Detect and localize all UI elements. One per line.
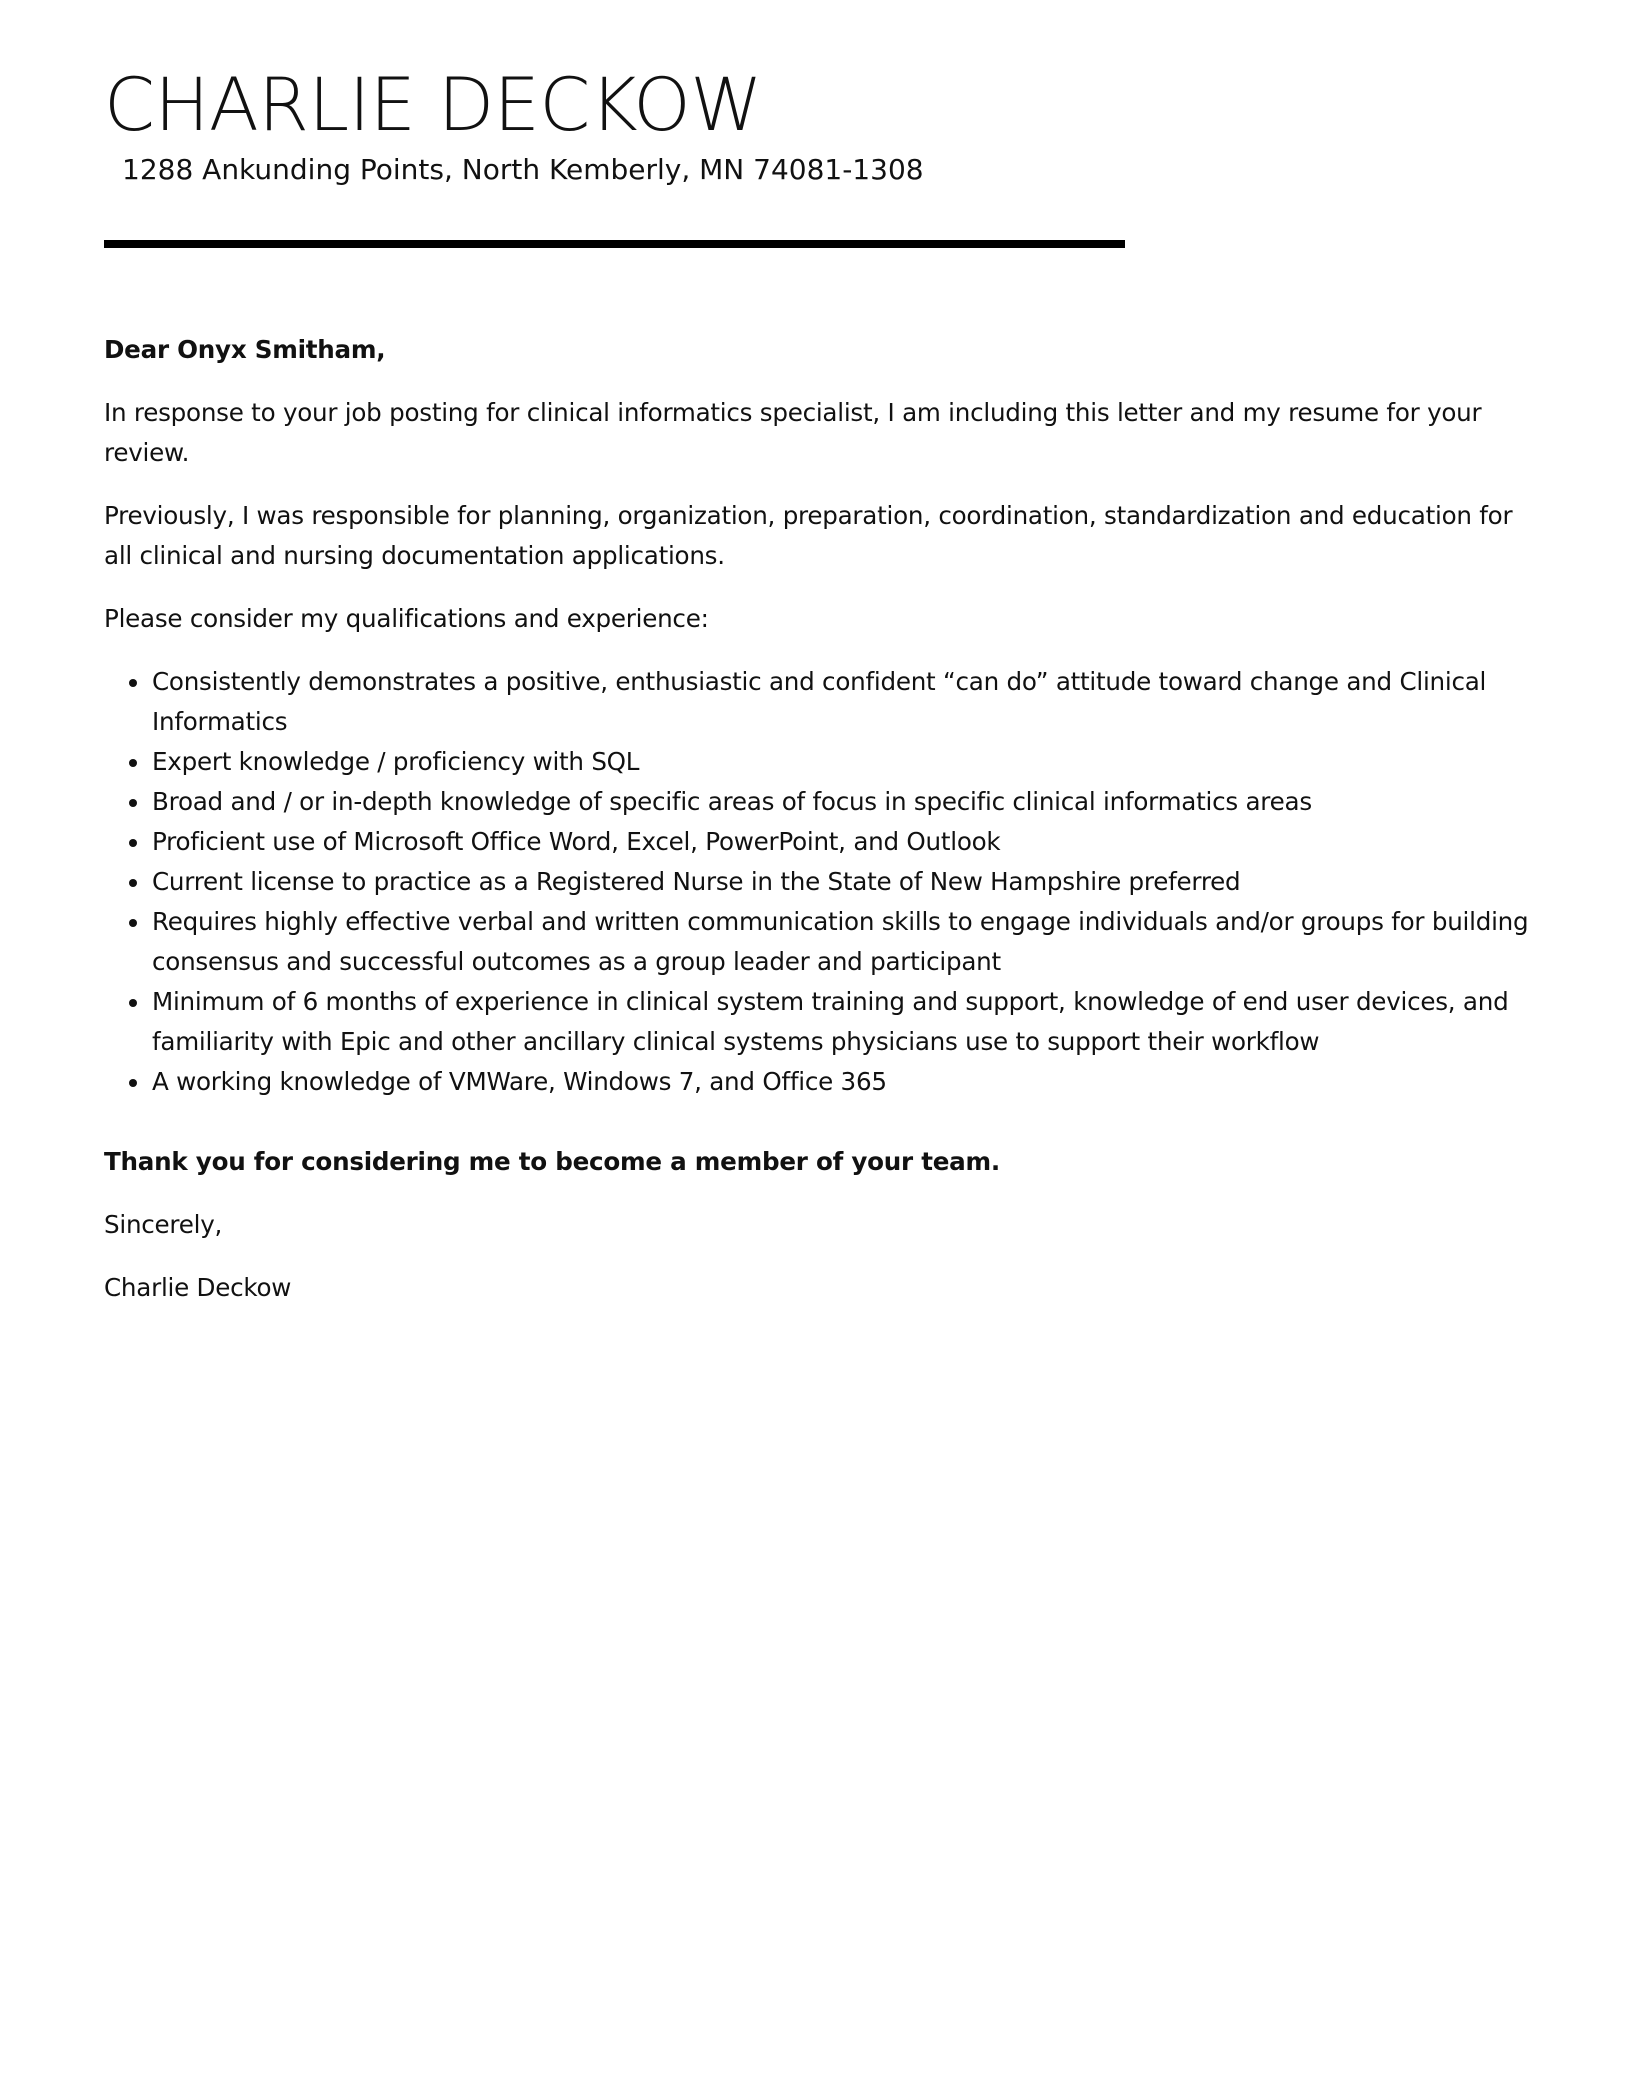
- list-item: Consistently demonstrates a positive, enthusiastic and confident “can do” attitude toward change and Clinical Informatics: [152, 662, 1544, 742]
- signature-name: Charlie Deckow: [104, 1273, 292, 1302]
- list-item: Requires highly effective verbal and written communication skills to engage individuals and/or groups for building consensus and successful outcomes as a group leader and participant: [152, 902, 1544, 982]
- list-item: Broad and / or in-depth knowledge of specific areas of focus in specific clinical informatics areas: [152, 782, 1544, 822]
- salutation: Dear Onyx Smitham,: [104, 335, 386, 364]
- sender-name: CHARLIE DECKOW: [104, 63, 762, 148]
- header-divider: [104, 240, 1125, 248]
- experience-paragraph: Previously, I was responsible for planning, organization, preparation, coordination, standardization and education for all clinical and nursing documentation applications.: [104, 501, 1513, 570]
- closing-line: Thank you for considering me to become a member of your team.: [104, 1147, 1000, 1176]
- qualifications-list: [104, 662, 1544, 1102]
- letter-header: [104, 64, 1124, 188]
- list-item: Minimum of 6 months of experience in clinical system training and support, knowledge of end user devices, and familiarity with Epic and other ancillary clinical systems physicians use to support their workflow: [152, 982, 1544, 1062]
- qualifications-lead-in: Please consider my qualifications and experience:: [104, 604, 709, 633]
- list-item: Expert knowledge / proficiency with SQL: [152, 742, 1544, 782]
- list-item: Proficient use of Microsoft Office Word, Excel, PowerPoint, and Outlook: [152, 822, 1544, 862]
- signoff: Sincerely,: [104, 1210, 223, 1239]
- list-item: Current license to practice as a Registered Nurse in the State of New Hampshire preferred: [152, 862, 1544, 902]
- intro-paragraph: In response to your job posting for clinical informatics specialist, I am including this letter and my resume for your review.: [104, 398, 1482, 467]
- letter-body: [104, 330, 1544, 1331]
- list-item: A working knowledge of VMWare, Windows 7, and Office 365: [152, 1062, 1544, 1102]
- sender-address: 1288 Ankunding Points, North Kemberly, MN 74081-1308: [122, 152, 924, 186]
